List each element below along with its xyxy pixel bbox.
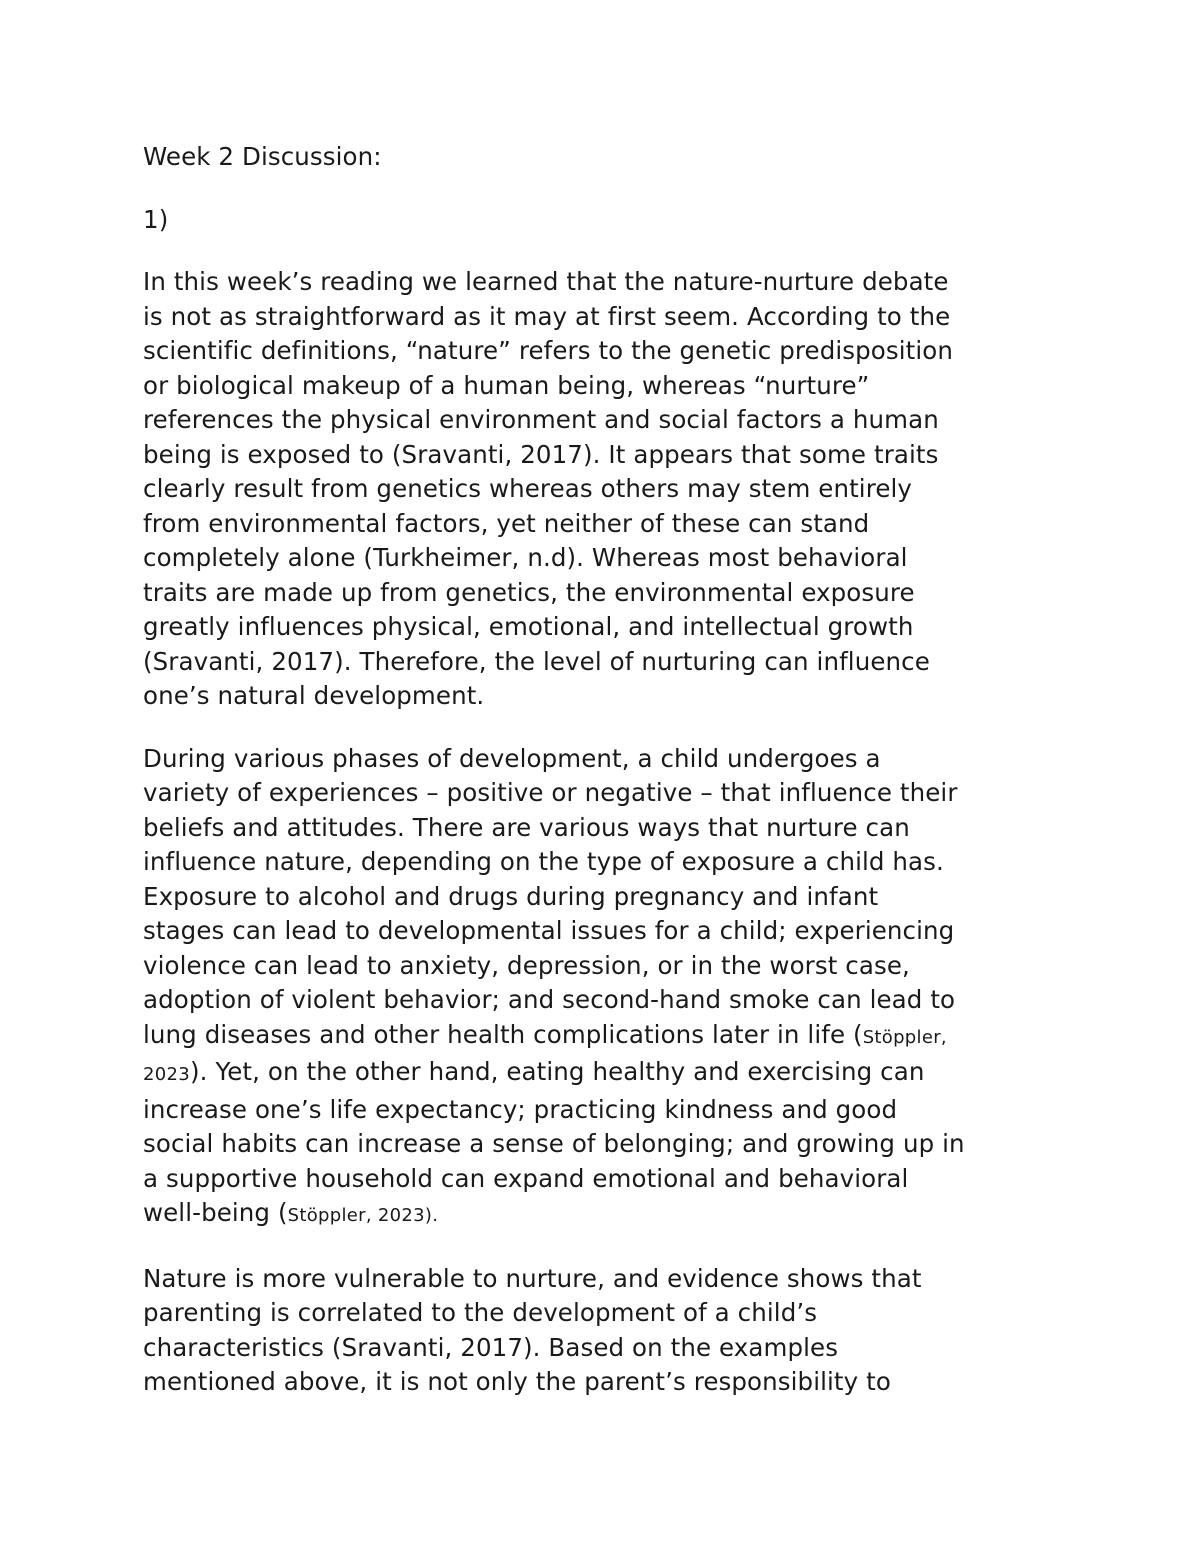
paragraph-text: lung diseases and other health complications later in life (	[143, 1019, 863, 1049]
paragraph-line: parenting is correlated to the development of a child’s	[143, 1298, 818, 1327]
paragraph-line: variety of experiences – positive or negative – that influence their	[143, 778, 958, 807]
paragraph-line: stages can lead to developmental issues for a child; experiencing	[143, 916, 955, 945]
paragraph-line: scientific definitions, “nature” refers to the genetic predisposition	[143, 336, 953, 365]
citation-text: Stöppler,	[862, 1026, 947, 1048]
paragraph-line: In this week’s reading we learned that the nature-nurture debate	[143, 267, 949, 296]
document-title: Week 2 Discussion:	[143, 142, 382, 171]
paragraph-line: greatly influences physical, emotional, and intellectual growth	[143, 612, 914, 641]
paragraph-line: characteristics (Sravanti, 2017). Based on the examples	[143, 1332, 839, 1362]
paragraph-line: traits are made up from genetics, the environmental exposure	[143, 577, 915, 607]
paragraph-line-citation	[143, 1055, 1073, 1093]
paragraph-3	[143, 1262, 1073, 1400]
paragraph-line: increase one’s life expectancy; practicing kindness and good	[143, 1094, 898, 1124]
citation-text: Stöppler, 2023).	[287, 1205, 439, 1226]
citation-text: 2023	[143, 1064, 191, 1085]
paragraph-line: Nature is more vulnerable to nurture, and evidence shows that	[143, 1263, 922, 1293]
paragraph-line: completely alone (Turkheimer, n.d). Whereas most behavioral	[143, 543, 908, 572]
paragraph-line: is not as straightforward as it may at first seem. According to the	[143, 301, 951, 331]
paragraph-2	[143, 742, 1073, 1234]
paragraph-1	[143, 265, 1073, 714]
paragraph-line: being is exposed to (Sravanti, 2017). It appears that some traits	[143, 439, 939, 469]
paragraph-line-citation	[143, 1018, 1073, 1056]
paragraph-line: social habits can increase a sense of belonging; and growing up in	[143, 1129, 965, 1158]
paragraph-line: influence nature, depending on the type of exposure a child has.	[143, 847, 944, 876]
paragraph-line: references the physical environment and social factors a human	[143, 405, 939, 434]
document-body	[143, 140, 1073, 1428]
paragraph-line: or biological makeup of a human being, whereas “nurture”	[143, 370, 870, 400]
paragraph-line: beliefs and attitudes. There are various ways that nurture can	[143, 812, 910, 842]
paragraph-line: violence can lead to anxiety, depression, or in the worst case,	[143, 950, 910, 980]
paragraph-line: clearly result from genetics whereas others may stem entirely	[143, 474, 913, 503]
paragraph-line: from environmental factors, yet neither of these can stand	[143, 508, 870, 538]
paragraph-line: Exposure to alcohol and drugs during pregnancy and infant	[143, 881, 879, 911]
paragraph-text: well-being (	[143, 1198, 288, 1227]
paragraph-line: a supportive household can expand emotional and behavioral	[143, 1163, 909, 1193]
paragraph-line: one’s natural development.	[143, 681, 485, 710]
paragraph-line: During various phases of development, a child undergoes a	[143, 743, 881, 773]
question-number: 1)	[143, 204, 169, 234]
paragraph-text: ). Yet, on the other hand, eating healthy and exercising can	[190, 1057, 925, 1086]
paragraph-line-citation	[143, 1196, 1073, 1234]
paragraph-line: (Sravanti, 2017). Therefore, the level of nurturing can influence	[143, 646, 930, 676]
paragraph-line: adoption of violent behavior; and second-hand smoke can lead to	[143, 985, 956, 1014]
paragraph-line: mentioned above, it is not only the parent’s responsibility to	[143, 1367, 891, 1396]
